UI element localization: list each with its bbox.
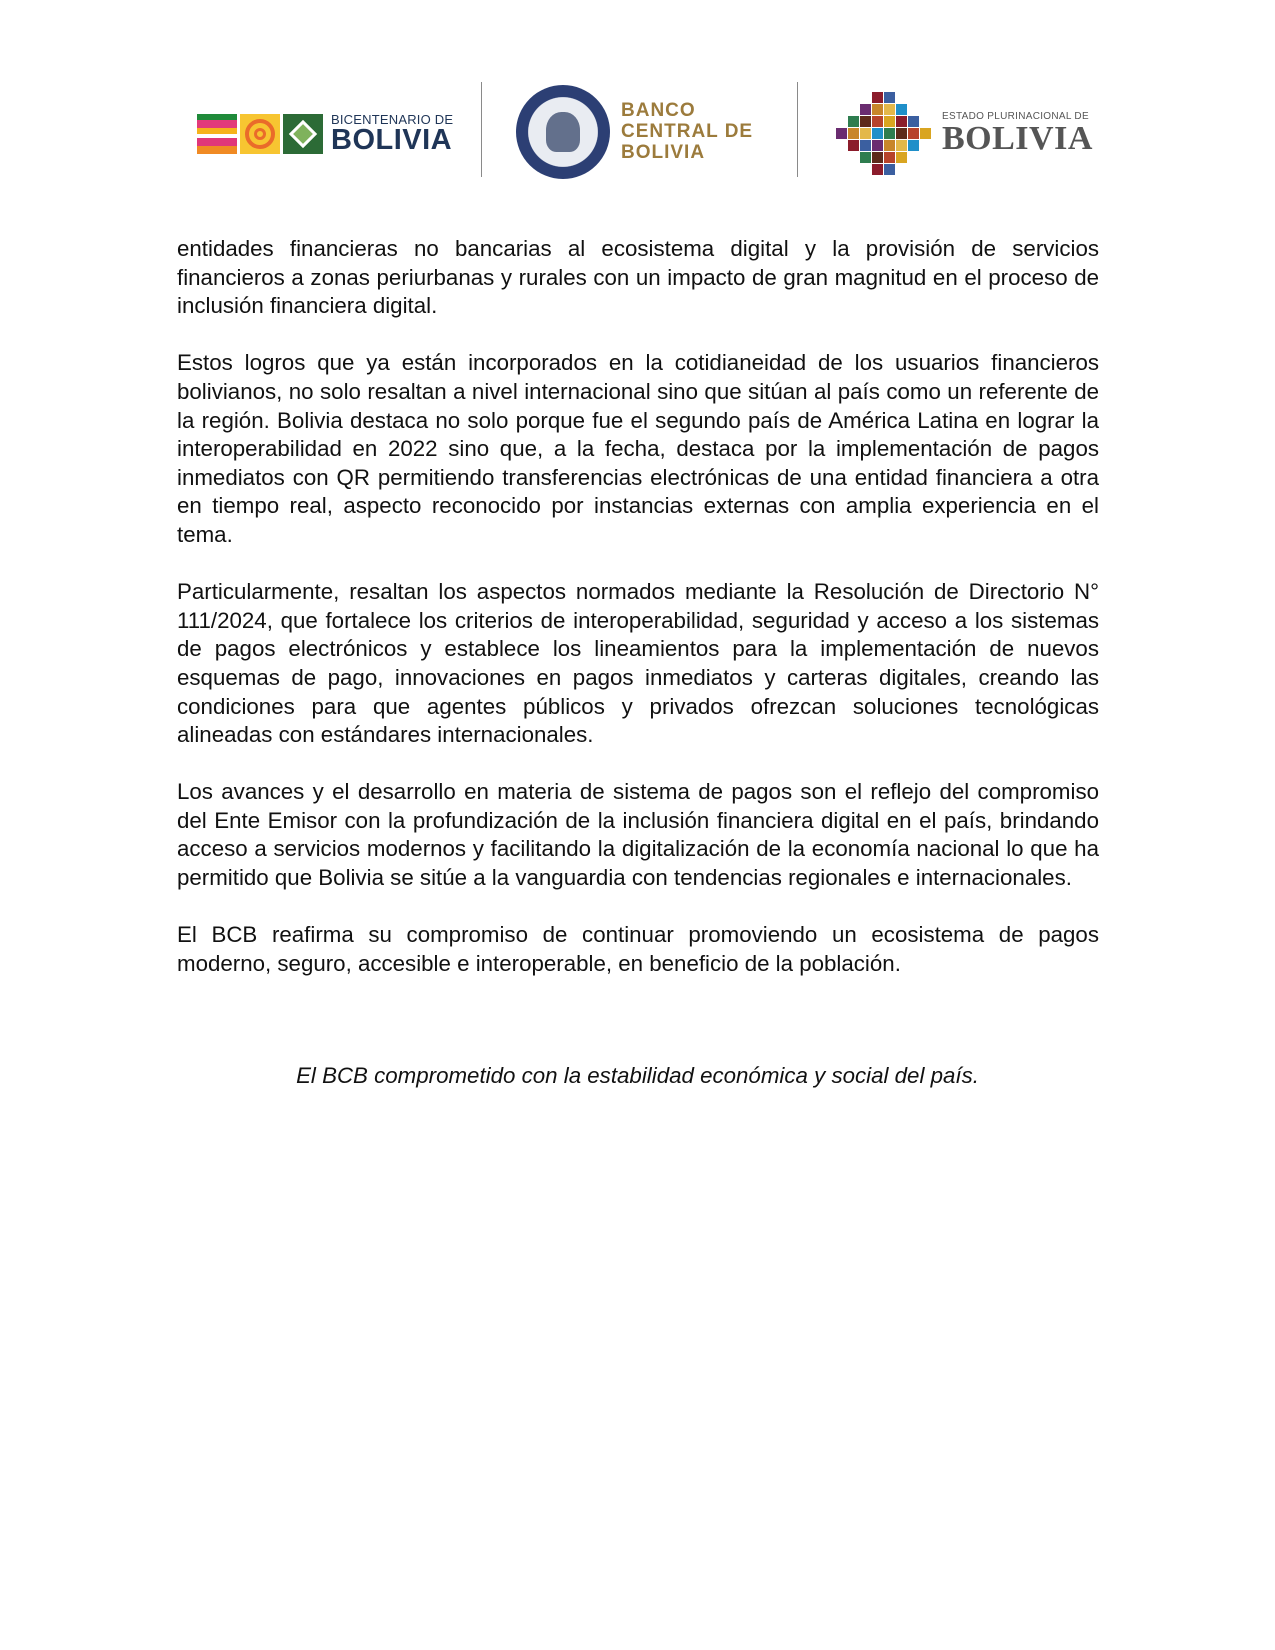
- paragraph: Particularmente, resaltan los aspectos normados mediante la Resolución de Directorio N° 111/2024, que fortalece los criterios de interoperabilidad, seguridad y acceso a los sistemas de pagos electrónicos y establece los lineamientos para la implementación de nuevos esquemas de pago, innovaciones en pagos inmediatos y carteras digitales, creando las condiciones para que agentes públicos y privados ofrezcan soluciones tecnológicas alineadas con estándares internacionales.: [177, 579, 1099, 748]
- bcb-line-1: BANCO: [621, 100, 696, 121]
- paragraph: Los avances y el desarrollo en materia de sistema de pagos son el reflejo del compromiso del Ente Emisor con la profundización de la inclusión financiera digital en el país, brindando acceso a servicios modernos y facilitando la digitalización de la economía nacional lo que ha permitido que Bolivia se sitúe a la vanguardia con tendencias regionales e internacionales.: [177, 779, 1099, 891]
- chakana-tile: [896, 128, 907, 139]
- chakana-tile: [908, 116, 919, 127]
- paragraph: Estos logros que ya están incorporados en la cotidianeidad de los usuarios financieros bolivianos, no solo resaltan a nivel internacional sino que sitúan al país como un referente de la región. Bolivia destaca no solo porque fue el segundo país de América Latina en lograr la interoperabilidad en 2022 sino que, a la fecha, destaca por la implementación de pagos inmediatos con QR permitiendo transferencias electrónicas de una entidad financiera a otra en tiempo real, aspecto reconocido por instancias externas con amplia experiencia en el tema.: [177, 350, 1099, 547]
- bicentenario-logo: [197, 114, 453, 154]
- chakana-tile: [884, 128, 895, 139]
- chakana-tile: [884, 152, 895, 163]
- chakana-tile: [908, 140, 919, 151]
- chakana-tile: [848, 116, 859, 127]
- paragraph: El BCB reafirma su compromiso de continuar promoviendo un ecosistema de pagos moderno, seguro, accesible e interoperable, en beneficio de la población.: [177, 922, 1099, 976]
- chakana-tile: [872, 92, 883, 103]
- bicentenario-label: BICENTENARIO DE: [331, 112, 454, 127]
- bcb-line-3: BOLIVIA: [621, 142, 706, 163]
- chakana-tile: [884, 116, 895, 127]
- chakana-tile: [860, 116, 871, 127]
- chakana-tile: [896, 152, 907, 163]
- closing-tagline: El BCB comprometido con la estabilidad económica y social del país.: [296, 1063, 979, 1088]
- estado-label: ESTADO PLURINACIONAL DE: [942, 111, 1089, 122]
- banco-central-seal-icon: [516, 85, 610, 179]
- chakana-tile: [848, 140, 859, 151]
- bcb-line-2: CENTRAL DE: [621, 121, 754, 142]
- chakana-tile: [848, 128, 859, 139]
- banco-central-wordmark: [621, 100, 753, 163]
- chakana-tile: [896, 104, 907, 115]
- chakana-tile: [860, 104, 871, 115]
- chakana-tile: [896, 140, 907, 151]
- andean-diamond-icon: [283, 114, 323, 154]
- woven-pattern-icon: [197, 114, 237, 154]
- chakana-tile: [920, 128, 931, 139]
- chakana-tile: [884, 140, 895, 151]
- chakana-tile: [860, 128, 871, 139]
- chakana-tile: [884, 104, 895, 115]
- chakana-tile: [860, 140, 871, 151]
- bicentenario-country: BOLIVIA: [331, 124, 453, 156]
- chakana-tile: [836, 128, 847, 139]
- chakana-tile: [884, 92, 895, 103]
- paragraph: entidades financieras no bancarias al ecosistema digital y la provisión de servicios financieros a zonas periurbanas y rurales con un impacto de gran magnitud en el proceso de inclusión financiera digital.: [177, 236, 1099, 319]
- estado-plurinacional-logo: [942, 112, 1093, 156]
- chakana-tile: [908, 128, 919, 139]
- chakana-tile: [872, 104, 883, 115]
- header-divider: [481, 82, 482, 177]
- document-body: [177, 235, 1099, 1007]
- chakana-tile: [860, 152, 871, 163]
- chakana-tile: [872, 164, 883, 175]
- chakana-tile: [884, 164, 895, 175]
- estado-country: BOLIVIA: [942, 120, 1093, 157]
- chakana-emblem-icon: [836, 86, 932, 182]
- chakana-tile: [872, 140, 883, 151]
- spiral-icon: [240, 114, 280, 154]
- header-divider: [797, 82, 798, 177]
- chakana-tile: [872, 128, 883, 139]
- chakana-tile: [896, 116, 907, 127]
- letterhead: [0, 82, 1275, 182]
- chakana-tile: [872, 116, 883, 127]
- chakana-tile: [872, 152, 883, 163]
